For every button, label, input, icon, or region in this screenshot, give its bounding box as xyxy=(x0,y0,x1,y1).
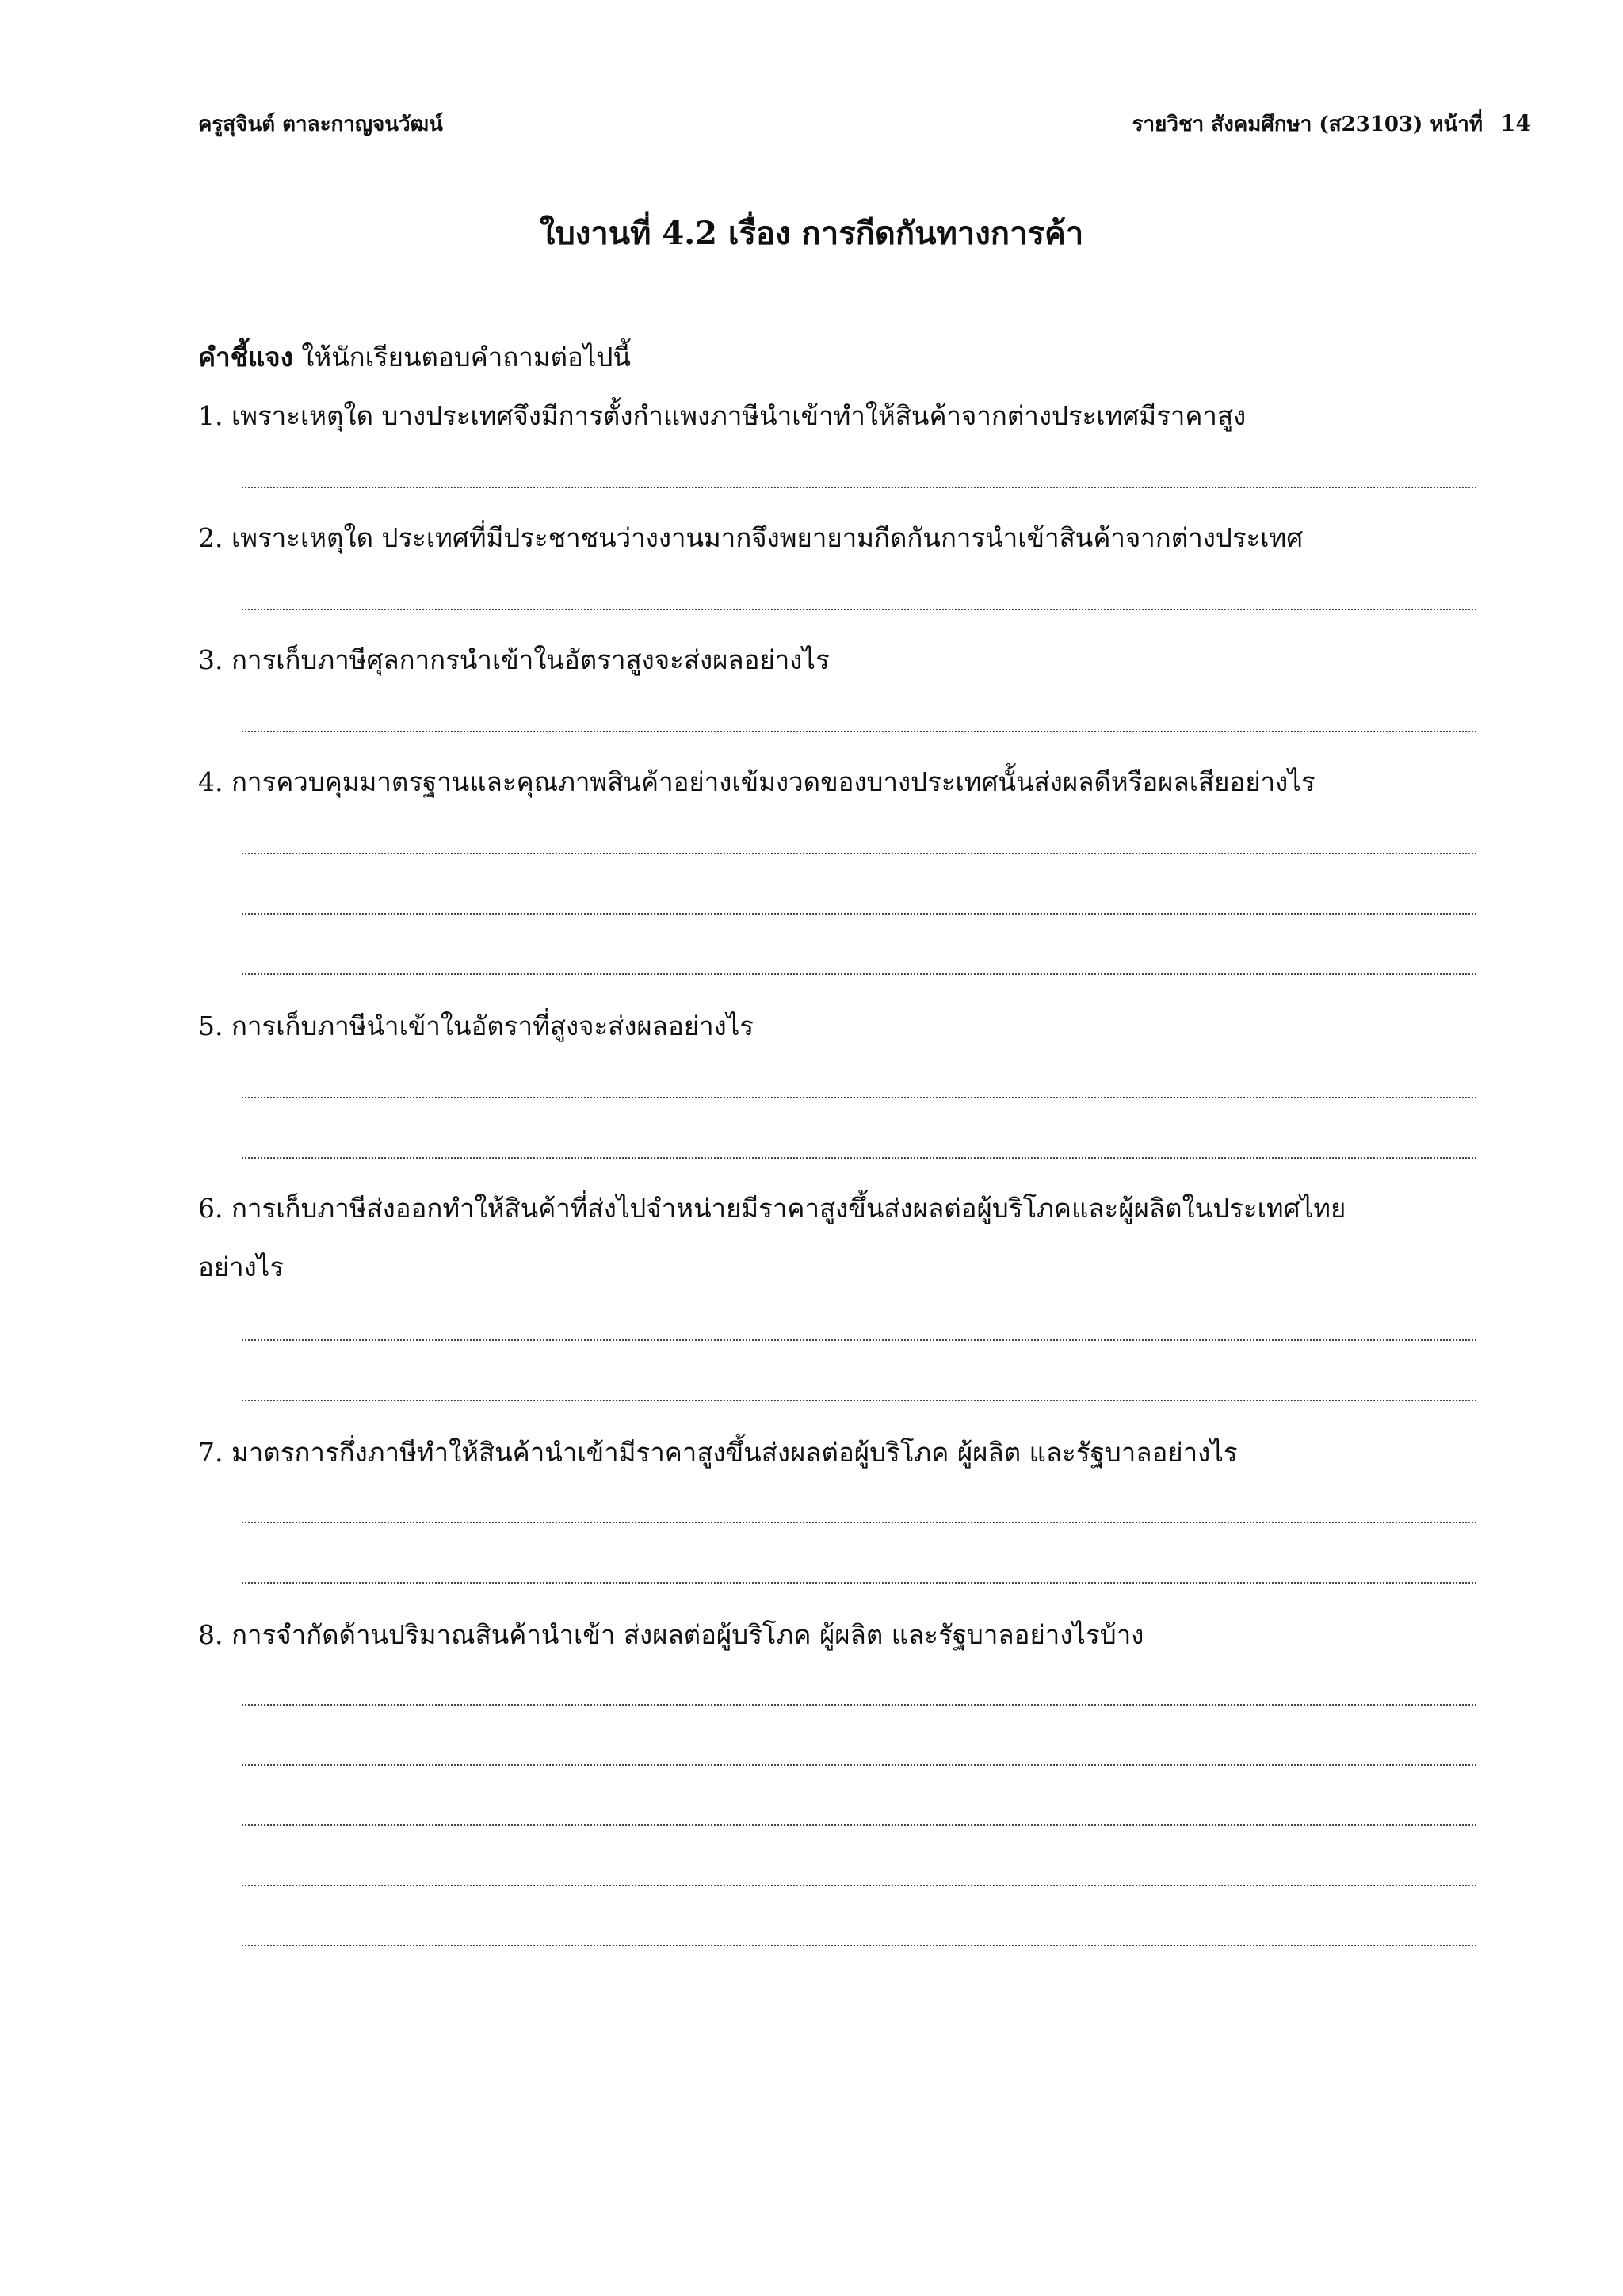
question-text: การเก็บภาษีศุลกากรนำเข้าในอัตราสูงจะส่งผลอย่างไร xyxy=(231,644,830,675)
question-1 xyxy=(198,395,1246,437)
question-3 xyxy=(198,639,830,681)
question-number: 5. xyxy=(198,1010,223,1041)
answer-line-8-4[interactable] xyxy=(242,1885,1476,1886)
question-4 xyxy=(198,761,1316,803)
question-5 xyxy=(198,1005,754,1047)
question-number: 7. xyxy=(198,1437,223,1468)
instructions-label: คำชี้แจง xyxy=(198,342,293,372)
answer-line-6-1[interactable] xyxy=(242,1339,1476,1341)
instructions xyxy=(198,336,631,378)
answer-line-4-1[interactable] xyxy=(242,853,1476,854)
question-8 xyxy=(198,1614,1144,1656)
question-2 xyxy=(198,517,1303,559)
instructions-text: ให้นักเรียนตอบคำถามต่อไปนี้ xyxy=(292,342,631,372)
answer-line-8-2[interactable] xyxy=(242,1764,1476,1766)
answer-line-8-3[interactable] xyxy=(242,1824,1476,1826)
header-teacher: ครูสุจินต์ ตาละกาญจนวัฒน์ xyxy=(198,113,443,136)
question-text: เพราะเหตุใด ประเทศที่มีประชาชนว่างงานมากจึงพยายามกีดกันการนำเข้าสินค้าจากต่างประเทศ xyxy=(231,522,1304,553)
worksheet-title: ใบงานที่ 4.2 เรื่อง การกีดกันทางการค้า xyxy=(539,215,1084,252)
answer-line-7-1[interactable] xyxy=(242,1522,1476,1523)
answer-line-8-1[interactable] xyxy=(242,1704,1476,1706)
question-text: การควบคุมมาตรฐานและคุณภาพสินค้าอย่างเข้มงวดของบางประเทศนั้นส่งผลดีหรือผลเสียอย่างไร xyxy=(231,766,1316,797)
question-text: การจำกัดด้านปริมาณสินค้านำเข้า ส่งผลต่อผู้บริโภค ผู้ผลิต และรัฐบาลอย่างไรบ้าง xyxy=(231,1619,1144,1650)
answer-line-4-3[interactable] xyxy=(242,973,1476,975)
question-7 xyxy=(198,1431,1238,1473)
answer-line-7-2[interactable] xyxy=(242,1582,1476,1584)
answer-line-2-1[interactable] xyxy=(242,609,1476,610)
header-subject-label: รายวิชา สังคมศึกษา (ส23103) หน้าที่ xyxy=(1132,113,1484,136)
answer-line-5-1[interactable] xyxy=(242,1097,1476,1098)
question-text: การเก็บภาษีส่งออกทำให้สินค้าที่ส่งไปจำหน่ายมีราคาสูงขึ้นส่งผลต่อผู้บริโภคและผู้ผลิตในประเทศไทย xyxy=(231,1193,1346,1224)
question-6-continuation: อย่างไร xyxy=(198,1251,285,1282)
answer-line-1-1[interactable] xyxy=(242,487,1476,488)
question-6 xyxy=(198,1187,1346,1229)
answer-line-3-1[interactable] xyxy=(242,731,1476,732)
header-subject xyxy=(1132,108,1531,140)
answer-line-8-5[interactable] xyxy=(242,1945,1476,1946)
question-number: 6. xyxy=(198,1193,223,1224)
answer-line-4-2[interactable] xyxy=(242,913,1476,915)
question-number: 2. xyxy=(198,522,223,553)
page-number: 14 xyxy=(1500,110,1531,136)
question-text: มาตรการกึ่งภาษีทำให้สินค้านำเข้ามีราคาสูงขึ้นส่งผลต่อผู้บริโภค ผู้ผลิต และรัฐบาลอย่างไร xyxy=(231,1437,1238,1468)
answer-line-5-2[interactable] xyxy=(242,1157,1476,1159)
question-number: 1. xyxy=(198,400,223,431)
question-number: 8. xyxy=(198,1619,223,1650)
question-number: 3. xyxy=(198,644,223,675)
question-number: 4. xyxy=(198,766,223,797)
question-text: การเก็บภาษีนำเข้าในอัตราที่สูงจะส่งผลอย่างไร xyxy=(231,1010,754,1041)
question-text: เพราะเหตุใด บางประเทศจึงมีการตั้งกำแพงภาษีนำเข้าทำให้สินค้าจากต่างประเทศมีราคาสูง xyxy=(231,400,1247,431)
answer-line-6-2[interactable] xyxy=(242,1400,1476,1401)
